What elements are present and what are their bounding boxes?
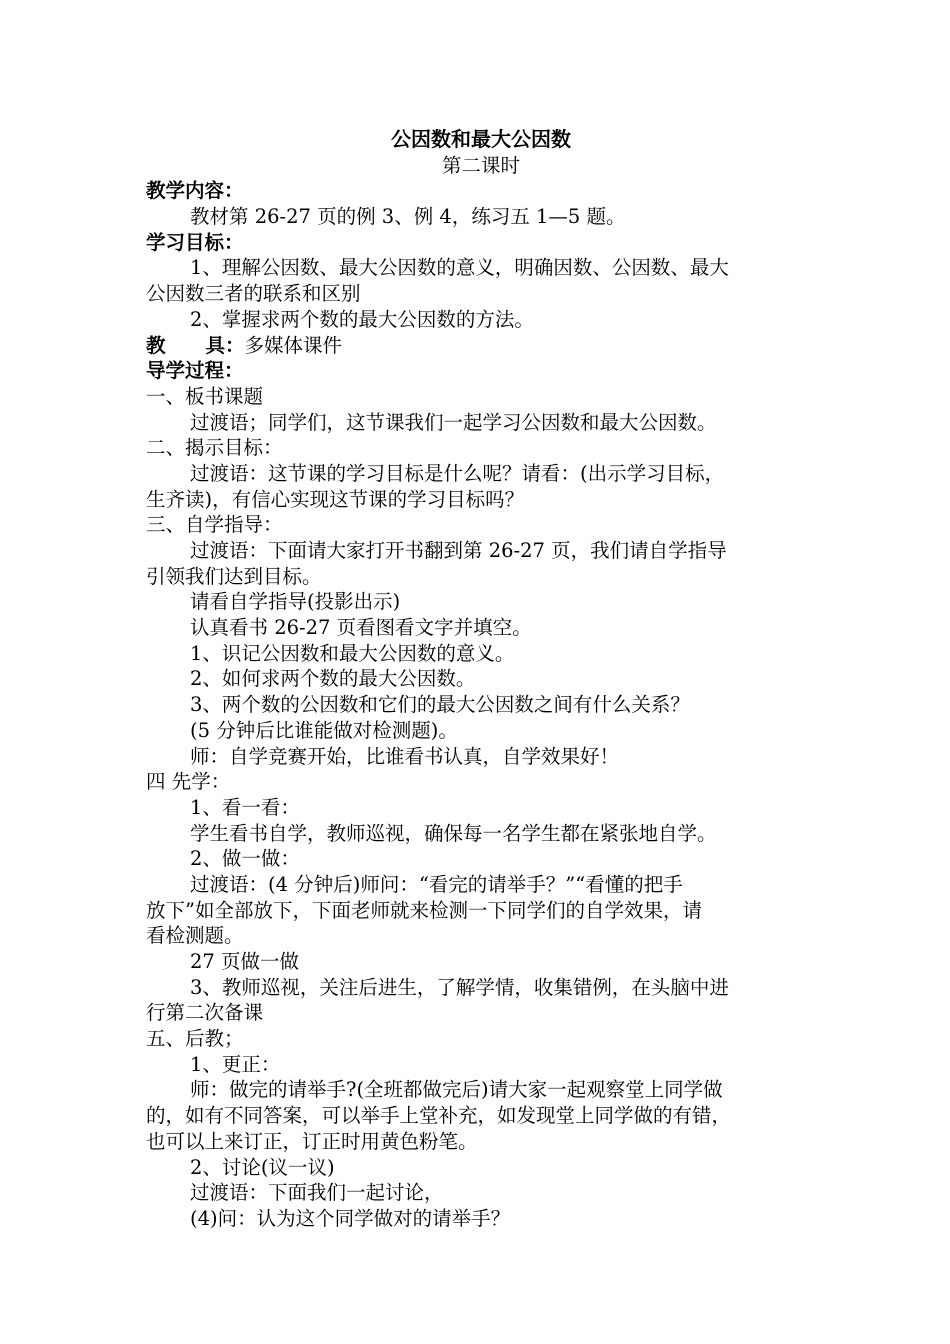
body-line: 三、自学指导：: [146, 513, 283, 537]
body-line: 过渡语：(4 分钟后)师问：“看完的请举手？”“看懂的把手: [190, 872, 683, 896]
body-line: 放下”如全部放下，下面老师就来检测一下同学们的自学效果，请: [146, 898, 702, 922]
tools-label-b: 具：: [205, 333, 245, 357]
tools-label-a: 教: [146, 333, 166, 357]
body-line: 过渡语：下面请大家打开书翻到第 26-27 页，我们请自学指导: [190, 539, 727, 562]
body-line: 1、更正：: [190, 1052, 281, 1076]
body-line: 过渡语：这节课的学习目标是什么呢？请看：(出示学习目标，: [190, 461, 725, 485]
body-line: 1、识记公因数和最大公因数的意义。: [190, 641, 515, 665]
body-line: 2、如何求两个数的最大公因数。: [190, 667, 476, 691]
body-line: 师：做完的请举手?(全班都做完后)请大家一起观察堂上同学做: [190, 1078, 723, 1102]
goal-2: 2、掌握求两个数的最大公因数的方法。: [190, 307, 534, 331]
body-line: 看检测题。: [146, 924, 244, 948]
body-line: 1、看一看：: [190, 795, 300, 819]
body-line: 2、讨论(议一议): [190, 1155, 335, 1179]
body-line: 五、后教；: [146, 1027, 244, 1051]
body-line: 的，如有不同答案，可以举手上堂补充，如发现堂上同学做的有错，: [146, 1104, 732, 1128]
body-line: 二、揭示目标：: [146, 436, 283, 460]
body-line: 3、教师巡视，关注后进生，了解学情，收集错例，在头脑中进: [190, 975, 729, 999]
process-body: [146, 384, 816, 1232]
body-line: 请看自学指导(投影出示): [190, 590, 401, 614]
goals-heading: 学习目标：: [146, 230, 244, 254]
content-text: 教材第 26-27 页的例 3、例 4，练习五 1—5 题。: [190, 205, 626, 229]
body-line: (5 分钟后比谁能做对检测题)。: [190, 718, 458, 742]
goal-1-line-2: 公因数三者的联系和区别: [146, 282, 361, 306]
tools-value: 多媒体课件: [244, 333, 343, 357]
body-line: 生齐读)，有信心实现这节课的学习目标吗？: [146, 487, 525, 511]
body-line: 27 页做一做: [190, 950, 300, 973]
body-line: 认真看书 26-27 页看图看文字并填空。: [190, 616, 532, 640]
body-line: 过渡语；同学们，这节课我们一起学习公因数和最大公因数。: [190, 410, 717, 434]
body-line: 一、板书课题: [146, 384, 264, 408]
tools-row: [146, 333, 816, 359]
process-heading: 导学过程：: [146, 359, 244, 383]
body-line: 师：自学竞赛开始，比谁看书认真，自学效果好！: [190, 744, 620, 768]
content-heading: 教学内容：: [146, 179, 244, 203]
document-page: [146, 127, 816, 1232]
body-line: 也可以上来订正，订正时用黄色粉笔。: [146, 1129, 478, 1153]
body-line: 四 先学：: [146, 770, 231, 794]
body-line: 引领我们达到目标。: [146, 564, 322, 588]
goal-1-line-1: 1、理解公因数、最大公因数的意义，明确因数、公因数、最大: [190, 256, 729, 280]
body-line: 行第二次备课: [146, 1001, 264, 1025]
body-line: 3、两个数的公因数和它们的最大公因数之间有什么关系？: [190, 693, 690, 717]
body-line: 2、做一做：: [190, 847, 300, 871]
document-subtitle: 第二课时: [441, 153, 520, 177]
body-line: (4)问：认为这个同学做对的请举手？: [190, 1206, 511, 1230]
body-line: 学生看书自学，教师巡视，确保每一名学生都在紧张地自学。: [190, 821, 717, 845]
document-title: 公因数和最大公因数: [391, 127, 571, 151]
body-line: 过渡语：下面我们一起讨论，: [190, 1181, 444, 1205]
